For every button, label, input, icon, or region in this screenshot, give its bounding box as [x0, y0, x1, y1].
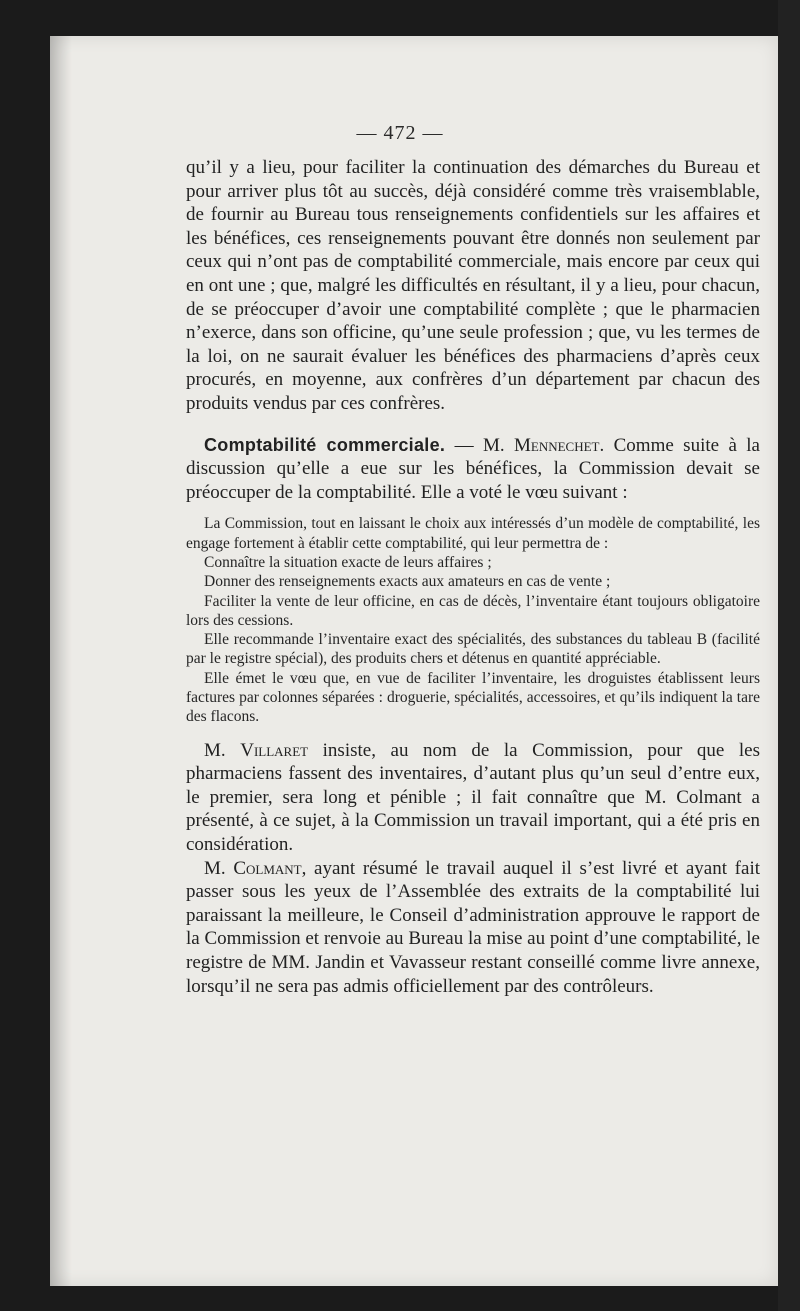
paragraph-1: qu’il y a lieu, pour faciliter la continuation des démarches du Bureau et pour arriver plus tôt au succès, déjà considéré comme très vraisemblable, de fournir au Bureau tous renseignements confidentiels sur les affaires et les bénéfices, ces renseignements pouvant être donnés non seulement par ceux qui n’ont pas de comptabilité commerciale, mais encore par ceux qui en ont une ; que, malgré les difficultés en résultant, il y a lieu, pour chacun, de se préoccuper d’avoir une comptabilité complète ; que le pharmacien n’exerce, dans son officine, qu’une seule profession ; que, vu les termes de la loi, on ne saurait évaluer les bénéfices des pharmaciens d’après ceux procurés, en moyenne, aux confrères d’un département par chacun des produits vendus par ces confrères.	[186, 157, 760, 414]
paragraph-3-text: insiste, au nom de la Commission, pour que les pharmaciens fassent des inventaires, d’autant plus qu’un seul d’entre eux, le premier, sera long et pénible ; il fait connaître que M. Colmant a présenté, à ce sujet, à la Commission un travail important, qui a été pris en considération.	[186, 739, 760, 855]
page-number: — 472 —	[356, 122, 444, 144]
paragraph-comptabilite	[186, 434, 760, 505]
resolution-intro: La Commission, tout en laissant le choix aux intéressés d’un modèle de comptabilité, les engage fortement à établir cette comptabilité, qui leur permettra de :	[186, 515, 760, 552]
page-body	[186, 156, 760, 998]
resolution-block	[186, 514, 760, 726]
dash-text: — M.	[445, 434, 514, 456]
resolution-recommendation: Elle recommande l’inventaire exact des spécialités, des substances du tableau B (facilité par le registre spécial), des produits chers et détenus en quantité appréciable.	[186, 631, 760, 668]
page-gutter-shadow	[50, 36, 72, 1286]
paragraph-2-text: . Comme suite à la discussion qu’elle a eue sur les bénéfices, la Commission devait se préoccuper de la comptabilité. Elle a voté le vœu suivant :	[186, 434, 760, 503]
resolution-wish: Elle émet le vœu que, en vue de faciliter l’inventaire, les droguistes établissent leurs factures par colonnes séparées : droguerie, spécialités, accessoires, et qu’ils indiquent la tare des flacons.	[186, 669, 760, 726]
paragraph-colmant	[186, 857, 760, 999]
paragraph-4-text: , ayant résumé le travail auquel il s’est livré et ayant fait passer sous les yeux de l’Assemblée des extraits de la comptabilité lui paraissant la meilleure, le Conseil d’administration approuve le rapport de la Commission et renvoie au Bureau la mise au point d’une comptabilité, le registre de MM. Jandin et Vavasseur restant conseillé comme livre annexe, lorsqu’il ne sera pas admis officiellement par des contrôleurs.	[186, 857, 760, 997]
speaker-name: Mennechet	[514, 434, 600, 456]
speaker-name: Colmant	[233, 857, 302, 879]
prefix-text: M.	[204, 857, 234, 879]
section-heading: Comptabilité commerciale.	[204, 434, 446, 455]
resolution-item-3: Faciliter la vente de leur officine, en cas de décès, l’inventaire étant toujours obligatoire lors des cessions.	[186, 592, 760, 629]
paragraph-villaret	[186, 739, 760, 857]
prefix-text: M.	[204, 739, 241, 761]
resolution-item-2: Donner des renseignements exacts aux amateurs en cas de vente ;	[204, 573, 611, 591]
resolution-item-1: Connaître la situation exacte de leurs affaires ;	[204, 553, 492, 571]
scan-border	[778, 0, 800, 1311]
speaker-name: Villaret	[240, 739, 309, 761]
